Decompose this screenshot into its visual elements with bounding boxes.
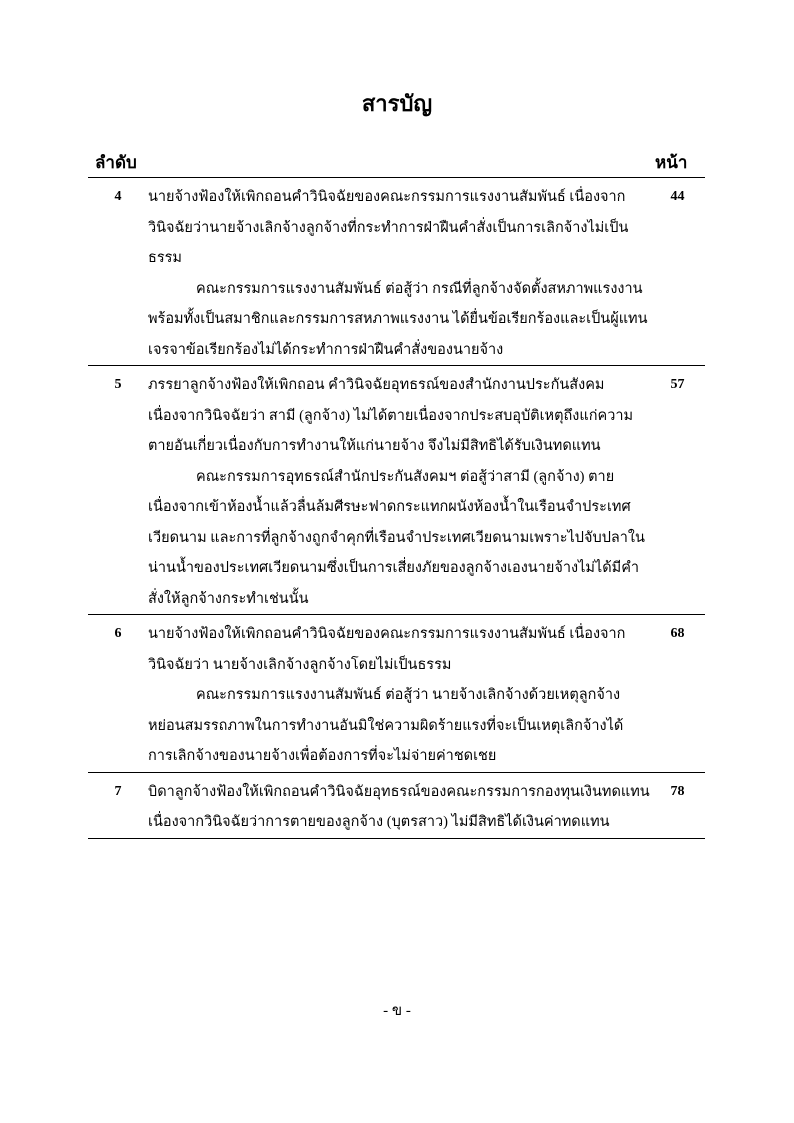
table-of-contents xyxy=(88,177,705,839)
page-title: สารบัญ xyxy=(361,91,433,116)
entry-page: 68 xyxy=(670,626,685,641)
order-column-header: ลำดับ xyxy=(95,153,137,172)
entry-page: 78 xyxy=(670,783,685,799)
entry-summary: ภรรยาลูกจ้างฟ้องให้เพิกถอน คำวินิจฉัยอุทธรณ์ของสำนักงานประกันสังคม เนื่องจากวินิจฉัยว่า สามี (ลูกจ้าง) ไม่ได้ตายเนื่องจากประสบอุบัติเหตุถึงแก่ความตายอันเกี่ยวเนื่องกับการทำงานให้แก่นายจ้าง จึงไม่มีสิทธิได้รับเงินทดแทน xyxy=(148,377,634,454)
entry-page: 44 xyxy=(670,189,685,204)
entry-detail: คณะกรรมการแรงงานสัมพันธ์ ต่อสู้ว่า กรณีที่ลูกจ้างจัดตั้งสหภาพแรงงานพร้อมทั้งเป็นสมาชิกและกรรมการสหภาพแรงงาน ได้ยื่นข้อเรียกร้องและเป็นผู้แทนเจรจาข้อเรียกร้องไม่ได้กระทำการฝ่าฝืนคำสั่งของนายจ้าง xyxy=(148,280,648,358)
entry-description xyxy=(148,182,650,365)
entry-summary: นายจ้างฟ้องให้เพิกถอนคำวินิจฉัยของคณะกรรมการแรงงานสัมพันธ์ เนื่องจากวินิจฉัยว่านายจ้างเลิกจ้างลูกจ้างที่กระทำการฝ่าฝืนคำสั่งเป็นการเลิกจ้างไม่เป็นธรรม xyxy=(148,189,629,266)
entry-detail: คณะกรรมการอุทธรณ์สำนักประกันสังคมฯ ต่อสู้ว่าสามี (ลูกจ้าง) ตายเนื่องจากเข้าห้องน้ำแล้วลื่นล้มศีรษะฟาดกระแทกผนังห้องน้ำในเรือนจำประเทศเวียดนาม และการที่ลูกจ้างถูกจำคุกที่เรือนจำประเทศเวียดนามเพราะไปจับปลาในน่านน้ำของประเทศเวียดนามซึ่งเป็นการเสี่ยงภัยของลูกจ้างเองนายจ้างไม่ได้มีคำสั่งให้ลูกจ้างกระทำเช่นนั้น xyxy=(148,468,645,607)
entry-number: 7 xyxy=(114,783,122,799)
page-column-header: หน้า xyxy=(655,153,688,172)
entry-page: 57 xyxy=(670,377,685,392)
entry-description xyxy=(148,370,650,614)
entry-detail: คณะกรรมการแรงงานสัมพันธ์ ต่อสู้ว่า นายจ้างเลิกจ้างด้วยเหตุลูกจ้างหย่อนสมรรถภาพในการทำงานอันมิใช่ความผิดร้ายแรงที่จะเป็นเหตุเลิกจ้างได้ การเลิกจ้างของนายจ้างเพื่อต้องการที่จะไม่จ่ายค่าชดเชย xyxy=(148,687,624,764)
entry-summary: บิดาลูกจ้างฟ้องให้เพิกถอนคำวินิจฉัยอุทธรณ์ของคณะกรรมการกองทุนเงินทดแทน เนื่องจากวินิจฉัยว่าการตายของลูกจ้าง (บุตรสาว) ไม่มีสิทธิได้เงินค่าทดแทน xyxy=(148,783,650,830)
toc-entry xyxy=(88,614,705,772)
entry-description xyxy=(148,619,650,772)
toc-entry xyxy=(88,365,705,614)
entry-number: 4 xyxy=(114,189,122,204)
entry-description xyxy=(148,777,650,838)
page-number-footer: - ข - xyxy=(383,1003,411,1019)
toc-entry xyxy=(88,177,705,365)
entry-number: 6 xyxy=(114,626,122,641)
entry-summary: นายจ้างฟ้องให้เพิกถอนคำวินิจฉัยของคณะกรรมการแรงงานสัมพันธ์ เนื่องจากวินิจฉัยว่า นายจ้างเลิกจ้างลูกจ้างโดยไม่เป็นธรรม xyxy=(148,626,626,673)
entry-number: 5 xyxy=(114,377,122,392)
toc-entry xyxy=(88,772,705,839)
